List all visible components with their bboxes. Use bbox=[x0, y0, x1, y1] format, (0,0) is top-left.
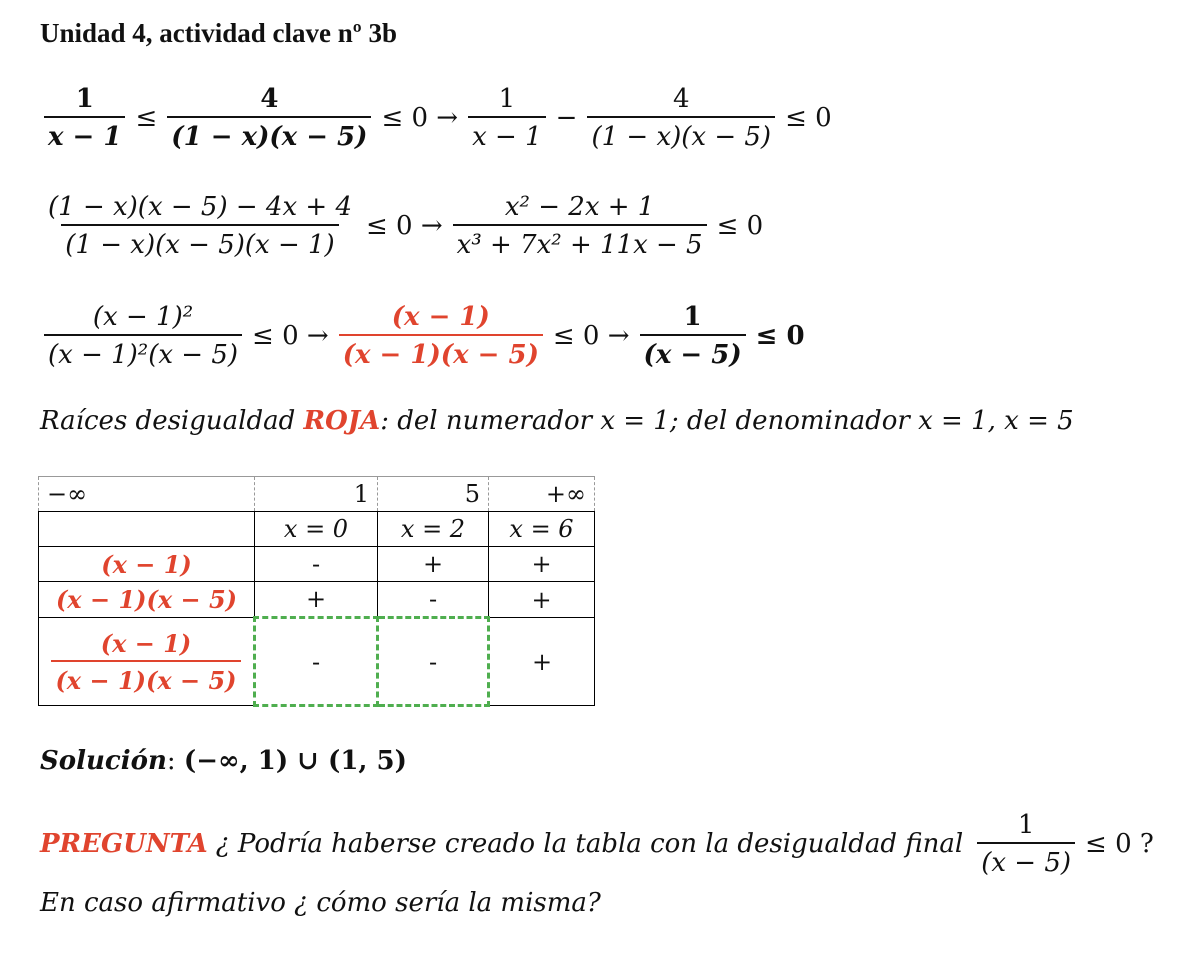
fraction-combined: $\frac{(1 - x)(x - 5) - 4x + 4}{(1 - x)(x - 5)(x - 1)}$ bbox=[48, 192, 352, 260]
row-label-quotient: $\frac{(x - 1)}{(x - 1)(x - 5)}$ bbox=[39, 618, 255, 706]
header-root-1: 1 bbox=[255, 477, 378, 512]
sign-cell: + bbox=[489, 547, 595, 582]
table-row bbox=[39, 547, 595, 582]
sign-cell: + bbox=[489, 582, 595, 618]
empty-cell bbox=[39, 512, 255, 547]
question-text: ¿ Podría haberse creado la tabla con la desigualdad final bbox=[215, 829, 964, 859]
fraction-red: $\frac{(x - 1)}{(x - 1)(x - 5)}$ bbox=[339, 302, 543, 370]
row-label-denominator: (x − 1)(x − 5) bbox=[39, 582, 255, 618]
fraction-4-bold: $\frac{4}{(1 - x)(x - 5)}$ bbox=[167, 84, 371, 152]
leq-zero-arrow: ≤ 0 → bbox=[252, 321, 329, 351]
table-row bbox=[39, 477, 595, 512]
fraction-1-over-x-minus-1: $\frac{1}{x - 1}$ bbox=[468, 84, 546, 152]
table-row bbox=[39, 512, 595, 547]
page-title: Unidad 4, actividad clave nº 3b bbox=[40, 18, 397, 48]
leq-zero-arrow: ≤ 0 → bbox=[381, 103, 459, 133]
solution-value: (−∞, 1) ∪ (1, 5) bbox=[183, 746, 407, 776]
sign-cell: + bbox=[255, 582, 378, 618]
sign-cell: + bbox=[489, 618, 595, 706]
sign-table bbox=[38, 476, 595, 707]
solution-highlight-cell: - bbox=[255, 618, 378, 706]
question-line bbox=[40, 810, 1160, 878]
sign-cell: - bbox=[255, 547, 378, 582]
solution-highlight-cell: - bbox=[378, 618, 489, 706]
roots-line: Raíces desigualdad ROJA: del numerador x = 1; del denominador x = 1, x = 5 bbox=[40, 406, 1074, 436]
question-end: ≤ 0 ? bbox=[1085, 829, 1154, 859]
leq-zero: ≤ 0 bbox=[785, 103, 832, 133]
test-value-cell: x = 0 bbox=[255, 512, 378, 547]
leq-zero: ≤ 0 bbox=[716, 211, 764, 241]
row-label-numerator: (x − 1) bbox=[39, 547, 255, 582]
table-row bbox=[39, 618, 595, 706]
header-neg-infinity: −∞ bbox=[39, 477, 255, 512]
test-value-cell: x = 2 bbox=[378, 512, 489, 547]
solution-label: Solución bbox=[40, 746, 167, 776]
fraction-1-over-x-minus-1-bold: $\frac{1}{x - 1}$ bbox=[44, 84, 125, 152]
pregunta-keyword: PREGUNTA bbox=[40, 829, 208, 859]
sign-cell: - bbox=[378, 582, 489, 618]
sign-cell: + bbox=[378, 547, 489, 582]
fraction-final-bold: $\frac{1}{(x - 5)}$ bbox=[640, 302, 746, 370]
header-root-5: 5 bbox=[378, 477, 489, 512]
fraction-factored: $\frac{\text{(x − 1)²}}{\text{(x − 1)²(x − 5)}}$ bbox=[44, 302, 242, 370]
solution-line: Solución: (−∞, 1) ∪ (1, 5) bbox=[40, 746, 407, 776]
table-row bbox=[39, 582, 595, 618]
header-pos-infinity: +∞ bbox=[489, 477, 595, 512]
roja-keyword: ROJA bbox=[303, 406, 381, 436]
test-value-cell: x = 6 bbox=[489, 512, 595, 547]
fraction-4: $\frac{4}{(1 - x)(x - 5)}$ bbox=[587, 84, 775, 152]
leq-zero-bold: ≤ 0 bbox=[755, 321, 805, 351]
fraction-expanded: $\frac{\text{x² − 2x + 1}}{\text{x³ + 7x² + 11x − 5}}$ bbox=[453, 192, 707, 260]
question-fraction: $\frac{1}{(x - 5)}$ bbox=[977, 810, 1075, 878]
leq-zero-arrow: ≤ 0 → bbox=[366, 211, 443, 241]
inequality-line-3 bbox=[40, 302, 811, 370]
leq-zero-arrow: ≤ 0 → bbox=[552, 321, 630, 351]
inequality-line-1 bbox=[40, 84, 838, 152]
leq-sign: ≤ bbox=[135, 103, 158, 133]
inequality-line-2 bbox=[40, 192, 769, 260]
minus-sign: − bbox=[555, 103, 578, 133]
followup-question: En caso afirmativo ¿ cómo sería la misma? bbox=[40, 888, 601, 918]
